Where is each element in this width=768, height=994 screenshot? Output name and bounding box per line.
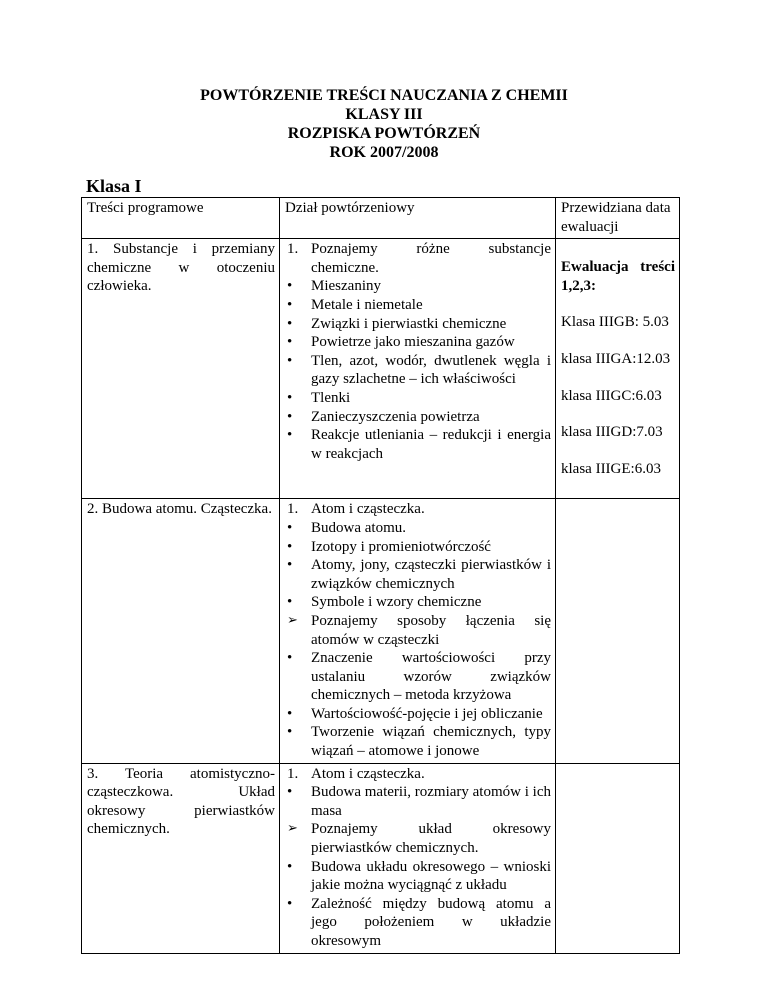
document-header <box>0 86 768 162</box>
list-item-text: Metale i niemetale <box>311 296 423 313</box>
list-number: 1. <box>287 765 299 782</box>
items-cell <box>280 499 556 763</box>
evaluation-entry: klasa IIIGE:6.03 <box>561 460 661 477</box>
list-item-text: Mieszaniny <box>311 278 381 295</box>
bullet-icon <box>287 296 307 315</box>
bullet-icon <box>287 649 307 668</box>
bullet-icon <box>287 723 307 742</box>
bullet-icon <box>287 315 307 334</box>
bullet-icon <box>287 333 307 352</box>
evaluation-entry: klasa IIIGD:7.03 <box>561 424 663 441</box>
list-item-text: Reakcje utleniania – redukcji i energia w reakcjach <box>311 427 551 462</box>
list-item-text: Tworzenie wiązań chemicznych, typy wiązań – atomowe i jonowe <box>311 724 551 760</box>
list-item <box>285 389 551 408</box>
list-item <box>285 612 551 649</box>
list-item <box>285 426 551 463</box>
bullet-icon <box>287 519 307 538</box>
list-item <box>285 649 551 705</box>
list-item <box>285 408 551 427</box>
arrow-bullet-icon: ➢ <box>287 612 298 628</box>
list-item-text: Budowa atomu. <box>311 519 406 536</box>
list-item <box>285 858 551 895</box>
list-number: 1. <box>287 501 299 518</box>
topic-cell <box>82 763 280 953</box>
list-item <box>285 352 551 389</box>
evaluation-entry: klasa IIIGA:12.03 <box>561 350 671 367</box>
bullet-icon <box>287 426 307 445</box>
header-class: KLASY III <box>345 106 423 123</box>
list-item-text: Symbole i wzory chemiczne <box>311 594 482 611</box>
table-row <box>82 239 680 499</box>
bullet-icon <box>287 858 307 877</box>
list-item-text: Poznajemy różne substancje chemiczne. <box>311 241 551 276</box>
list-item-text: Izotopy i promieniotwórczość <box>311 538 491 555</box>
bullet-icon <box>287 593 307 612</box>
table-row <box>82 763 680 953</box>
evaluation-entry: Klasa IIIGB: 5.03 <box>561 314 669 331</box>
list-item <box>285 783 551 820</box>
list-item <box>285 519 551 538</box>
list-item <box>285 538 551 557</box>
topic-text: 2. Budowa atomu. Cząsteczka. <box>87 501 272 518</box>
list-item <box>285 556 551 593</box>
items-list <box>285 500 551 760</box>
list-item-text: Tlen, azot, wodór, dwutlenek węgla i gazy szlachetne – ich właściwości <box>311 352 551 388</box>
evaluation-cell <box>556 763 680 953</box>
bullet-icon <box>287 408 307 427</box>
list-item <box>285 333 551 352</box>
evaluation-cell <box>556 239 680 499</box>
list-item <box>285 315 551 334</box>
column-header-content: Treści programowe <box>82 198 280 239</box>
list-item <box>285 500 551 519</box>
list-item <box>285 240 551 277</box>
list-item-text: Wartościowość-pojęcie i jej obliczanie <box>311 705 543 722</box>
list-item <box>285 895 551 951</box>
header-subtitle: ROZPISKA POWTÓRZEŃ <box>287 125 481 142</box>
items-list <box>285 240 551 463</box>
items-list <box>285 765 551 951</box>
list-item-text: Powietrze jako mieszanina gazów <box>311 334 515 351</box>
bullet-icon <box>287 538 307 557</box>
list-number: 1. <box>287 241 299 258</box>
bullet-icon <box>287 389 307 408</box>
list-item <box>285 277 551 296</box>
list-item-text: Tlenki <box>311 389 351 406</box>
items-cell <box>280 239 556 499</box>
list-item-text: Znaczenie wartościowości przy ustalaniu wzorów związków chemicznych – metoda krzyżowa <box>311 650 551 704</box>
topic-text: 1. Substancje i przemiany chemiczne w otoczeniu człowieka. <box>87 241 275 295</box>
list-item <box>285 765 551 784</box>
evaluation-entry: klasa IIIGC:6.03 <box>561 387 662 404</box>
revision-table <box>81 197 680 954</box>
table-header-row <box>82 198 680 239</box>
list-item <box>285 723 551 760</box>
bullet-icon <box>287 277 307 296</box>
topic-text: 3. Teoria atomistyczno-cząsteczkowa. Układ okresowy pierwiastków chemicznych. <box>87 765 275 838</box>
topic-cell <box>82 239 280 499</box>
list-item <box>285 296 551 315</box>
list-item <box>285 705 551 724</box>
list-item-text: Poznajemy układ okresowy pierwiastków chemicznych. <box>311 821 551 857</box>
header-year: ROK 2007/2008 <box>329 144 439 161</box>
list-item <box>285 593 551 612</box>
bullet-icon <box>287 556 307 575</box>
bullet-icon <box>287 783 307 802</box>
bullet-icon <box>287 895 307 914</box>
list-item-text: Budowa układu okresowego – wnioski jakie można wyciągnąć z układu <box>311 858 551 894</box>
bullet-icon <box>287 705 307 724</box>
bullet-icon <box>287 352 307 371</box>
evaluation-title: Ewaluacja treści 1,2,3: <box>561 259 675 294</box>
table-row <box>82 499 680 763</box>
items-cell <box>280 763 556 953</box>
list-item-text: Atom i cząsteczka. <box>311 765 425 782</box>
list-item-text: Zanieczyszczenia powietrza <box>311 408 480 425</box>
list-item <box>285 820 551 857</box>
topic-cell <box>82 499 280 763</box>
header-title: POWTÓRZENIE TREŚCI NAUCZANIA Z CHEMII <box>200 87 568 104</box>
section-title: Klasa I <box>86 176 142 196</box>
list-item-text: Zależność między budową atomu a jego położeniem w układzie okresowym <box>311 895 551 949</box>
column-header-section: Dział powtórzeniowy <box>280 198 556 239</box>
column-header-evaluation: Przewidziana data ewaluacji <box>556 198 680 239</box>
list-item-text: Poznajemy sposoby łączenia się atomów w cząsteczki <box>311 612 551 648</box>
list-item-text: Atomy, jony, cząsteczki pierwiastków i związków chemicznych <box>311 557 551 592</box>
list-item-text: Budowa materii, rozmiary atomów i ich masa <box>311 784 551 819</box>
arrow-bullet-icon: ➢ <box>287 821 298 837</box>
list-item-text: Atom i cząsteczka. <box>311 501 425 518</box>
list-item-text: Związki i pierwiastki chemiczne <box>311 315 507 332</box>
evaluation-cell <box>556 499 680 763</box>
